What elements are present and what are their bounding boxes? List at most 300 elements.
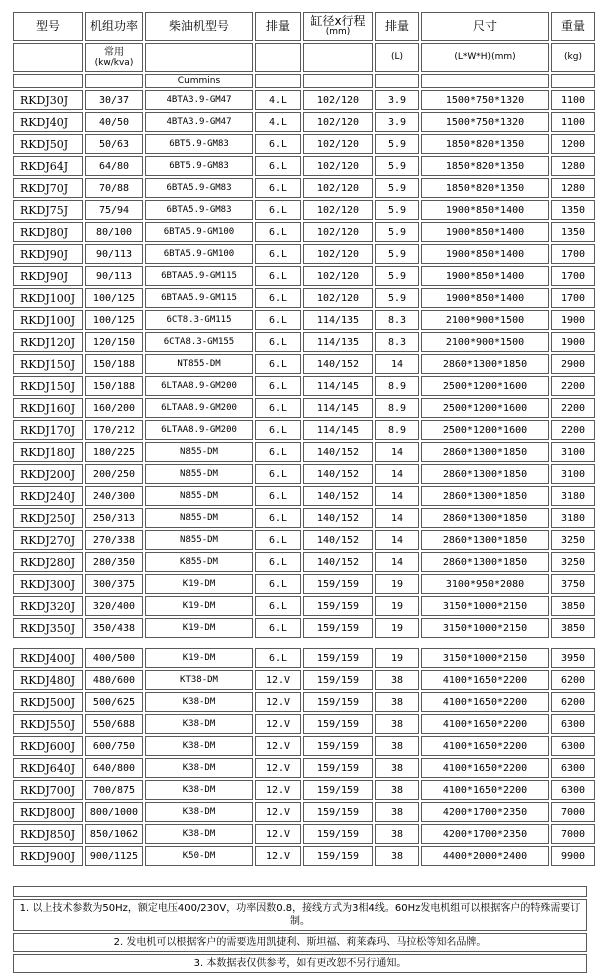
subheader-power-unit: (kw/kva) [94,57,134,68]
cell-engine: K38-DM [145,736,253,756]
cell-bore-stroke: 159/159 [303,714,373,734]
cell-weight: 3100 [551,464,595,484]
cell-model: RKDJ640J [13,758,83,778]
cell-power: 120/150 [85,332,143,352]
note-2: 2. 发电机可以根据客户的需要选用凯捷利、斯坦福、莉莱森玛、马拉松等知名品牌。 [13,933,587,952]
cell-displacement: 12.V [255,736,301,756]
table-row [13,376,595,396]
cell-engine: 4BTA3.9-GM47 [145,90,253,110]
cell-bore-stroke: 102/120 [303,266,373,286]
cell-displacement: 6.L [255,222,301,242]
table-row [13,288,595,308]
cell-power: 350/438 [85,618,143,638]
cell-displacement: 12.V [255,802,301,822]
cell-power: 900/1125 [85,846,143,866]
cell-capacity: 3.9 [375,112,419,132]
cell-capacity: 5.9 [375,266,419,286]
cell-capacity: 5.9 [375,178,419,198]
cell-size: 2860*1300*1850 [421,530,549,550]
header-displacement: 排量 [255,12,301,41]
cell-displacement: 4.L [255,90,301,110]
cell-power: 800/1000 [85,802,143,822]
cell-size: 2860*1300*1850 [421,354,549,374]
table-row [13,244,595,264]
cell-power: 160/200 [85,398,143,418]
cell-power: 850/1062 [85,824,143,844]
cell-weight: 7000 [551,802,595,822]
cell-model: RKDJ160J [13,398,83,418]
cell-model: RKDJ64J [13,156,83,176]
cell-capacity: 38 [375,824,419,844]
cell-capacity: 8.3 [375,310,419,330]
cell-bore-stroke: 140/152 [303,486,373,506]
cell-capacity: 14 [375,486,419,506]
cell-engine: 6LTAA8.9-GM200 [145,376,253,396]
cell-size: 2860*1300*1850 [421,508,549,528]
cell-power: 90/113 [85,266,143,286]
cell-power: 300/375 [85,574,143,594]
cell-displacement: 6.L [255,134,301,154]
table-row [13,112,595,132]
cell-size: 4400*2000*2400 [421,846,549,866]
cell-size: 2860*1300*1850 [421,442,549,462]
cell-model: RKDJ250J [13,508,83,528]
cell-size: 1500*750*1320 [421,112,549,132]
cell-weight: 3250 [551,530,595,550]
header-row [13,12,595,41]
table-row [13,552,595,572]
cell-capacity: 19 [375,648,419,668]
cell-weight: 6300 [551,714,595,734]
cell-weight: 9900 [551,846,595,866]
cell-model: RKDJ300J [13,574,83,594]
cell-capacity: 19 [375,574,419,594]
cell-bore-stroke: 114/145 [303,376,373,396]
cell-model: RKDJ600J [13,736,83,756]
table-row [13,200,595,220]
cell-bore-stroke: 159/159 [303,648,373,668]
table-row [13,714,595,734]
cell-model: RKDJ550J [13,714,83,734]
cell-engine: 6LTAA8.9-GM200 [145,398,253,418]
cell-model: RKDJ700J [13,780,83,800]
cell-power: 400/500 [85,648,143,668]
subheader-row [13,43,595,72]
cell-capacity: 38 [375,736,419,756]
cell-bore-stroke: 102/120 [303,112,373,132]
cell-engine: 6BT5.9-GM83 [145,156,253,176]
cell-displacement: 6.L [255,618,301,638]
cell-size: 2500*1200*1600 [421,420,549,440]
table-row [13,90,595,110]
cell-engine: 6BTAA5.9-GM115 [145,266,253,286]
cell-displacement: 12.V [255,780,301,800]
header-size: 尺寸 [421,12,549,41]
cell-displacement: 6.L [255,376,301,396]
cell-power: 550/688 [85,714,143,734]
cell-size: 2860*1300*1850 [421,486,549,506]
cell-engine: K38-DM [145,758,253,778]
cell-engine: K19-DM [145,596,253,616]
cell-capacity: 14 [375,464,419,484]
cell-power: 100/125 [85,288,143,308]
table-row [13,574,595,594]
cell-bore-stroke: 140/152 [303,464,373,484]
cell-engine: N855-DM [145,508,253,528]
cell-bore-stroke: 159/159 [303,574,373,594]
cell-engine: K38-DM [145,714,253,734]
cell-size: 1500*750*1320 [421,90,549,110]
cell-bore-stroke: 159/159 [303,824,373,844]
cell-displacement: 6.L [255,332,301,352]
header-capacity: 排量 [375,12,419,41]
cell-weight: 2200 [551,376,595,396]
cell-power: 700/875 [85,780,143,800]
cell-model: RKDJ850J [13,824,83,844]
cell-weight: 1700 [551,288,595,308]
cell-power: 150/188 [85,354,143,374]
cell-displacement: 6.L [255,442,301,462]
cell-model: RKDJ800J [13,802,83,822]
cell-engine: 6BTA5.9-GM83 [145,178,253,198]
cell-displacement: 6.L [255,596,301,616]
cell-engine: K38-DM [145,824,253,844]
cell-size: 2860*1300*1850 [421,464,549,484]
cell-capacity: 8.9 [375,376,419,396]
cell-bore-stroke: 102/120 [303,200,373,220]
brand-empty-6 [421,74,549,88]
cell-capacity: 38 [375,758,419,778]
subheader-engine-empty [145,43,253,72]
cell-engine: 6BTA5.9-GM100 [145,244,253,264]
cell-model: RKDJ200J [13,464,83,484]
cell-weight: 3850 [551,596,595,616]
cell-displacement: 6.L [255,266,301,286]
cell-bore-stroke: 114/145 [303,420,373,440]
cell-bore-stroke: 159/159 [303,670,373,690]
cell-size: 4100*1650*2200 [421,736,549,756]
table-row [13,156,595,176]
cell-engine: KT38-DM [145,670,253,690]
cell-weight: 3950 [551,648,595,668]
cell-capacity: 8.9 [375,420,419,440]
brand-row [13,74,595,88]
cell-weight: 3250 [551,552,595,572]
cell-engine: N855-DM [145,442,253,462]
cell-engine: 6CT8.3-GM115 [145,310,253,330]
cell-displacement: 6.L [255,398,301,418]
header-bore-stroke-unit: (mm) [325,26,351,37]
subheader-power [85,43,143,72]
header-bore-stroke-label: 缸径x行程 [310,13,366,28]
cell-weight: 1280 [551,178,595,198]
cell-capacity: 14 [375,508,419,528]
cell-bore-stroke: 159/159 [303,692,373,712]
cell-weight: 3180 [551,486,595,506]
cell-size: 4100*1650*2200 [421,670,549,690]
cell-capacity: 38 [375,714,419,734]
cell-capacity: 19 [375,596,419,616]
cell-model: RKDJ75J [13,200,83,220]
cell-displacement: 6.L [255,156,301,176]
cell-size: 1900*850*1400 [421,244,549,264]
cell-displacement: 6.L [255,464,301,484]
cell-displacement: 6.L [255,508,301,528]
cell-size: 2100*900*1500 [421,310,549,330]
cell-bore-stroke: 159/159 [303,758,373,778]
cell-displacement: 12.V [255,824,301,844]
brand-empty-4 [303,74,373,88]
cell-power: 600/750 [85,736,143,756]
cell-engine: 6LTAA8.9-GM200 [145,420,253,440]
header-power: 机组功率 [85,12,143,41]
cell-power: 50/63 [85,134,143,154]
cell-power: 480/600 [85,670,143,690]
cell-weight: 1350 [551,222,595,242]
cell-size: 4100*1650*2200 [421,714,549,734]
cell-engine: N855-DM [145,486,253,506]
cell-power: 30/37 [85,90,143,110]
cell-weight: 6200 [551,692,595,712]
cell-power: 500/625 [85,692,143,712]
brand-empty-5 [375,74,419,88]
brand-name: Cummins [145,74,253,88]
cell-size: 2100*900*1500 [421,332,549,352]
table-row [13,442,595,462]
table-row [13,354,595,374]
cell-power: 250/313 [85,508,143,528]
header-weight: 重量 [551,12,595,41]
table-row [13,222,595,242]
spec-table [11,10,597,640]
cell-bore-stroke: 102/120 [303,178,373,198]
notes-spacer [13,886,587,897]
cell-size: 4100*1650*2200 [421,758,549,778]
cell-power: 64/80 [85,156,143,176]
subheader-displacement-empty [255,43,301,72]
cell-model: RKDJ100J [13,288,83,308]
brand-empty-2 [85,74,143,88]
cell-displacement: 6.L [255,486,301,506]
cell-displacement: 6.L [255,530,301,550]
cell-size: 2860*1300*1850 [421,552,549,572]
cell-power: 40/50 [85,112,143,132]
cell-bore-stroke: 159/159 [303,736,373,756]
cell-engine: NT855-DM [145,354,253,374]
cell-capacity: 3.9 [375,90,419,110]
cell-capacity: 8.3 [375,332,419,352]
cell-power: 180/225 [85,442,143,462]
cell-displacement: 6.L [255,244,301,264]
table-row [13,398,595,418]
cell-weight: 2200 [551,398,595,418]
cell-bore-stroke: 140/152 [303,442,373,462]
cell-weight: 1350 [551,200,595,220]
cell-model: RKDJ900J [13,846,83,866]
cell-model: RKDJ80J [13,222,83,242]
table-row [13,824,595,844]
table-row [13,596,595,616]
cell-size: 1850*820*1350 [421,178,549,198]
cell-power: 280/350 [85,552,143,572]
cell-size: 4100*1650*2200 [421,692,549,712]
cell-power: 150/188 [85,376,143,396]
cell-displacement: 12.V [255,692,301,712]
cell-bore-stroke: 140/152 [303,508,373,528]
cell-capacity: 14 [375,552,419,572]
cell-bore-stroke: 102/120 [303,244,373,264]
cell-engine: K19-DM [145,618,253,638]
cell-size: 1900*850*1400 [421,200,549,220]
subheader-weight-unit: (kg) [551,43,595,72]
cell-capacity: 8.9 [375,398,419,418]
cell-size: 4200*1700*2350 [421,802,549,822]
cell-capacity: 14 [375,530,419,550]
cell-model: RKDJ90J [13,266,83,286]
table-row [13,846,595,866]
cell-model: RKDJ150J [13,376,83,396]
cell-size: 1850*820*1350 [421,134,549,154]
cell-bore-stroke: 102/120 [303,222,373,242]
cell-model: RKDJ170J [13,420,83,440]
cell-bore-stroke: 102/120 [303,156,373,176]
cell-engine: K38-DM [145,780,253,800]
cell-displacement: 6.L [255,354,301,374]
cell-capacity: 5.9 [375,134,419,154]
cell-model: RKDJ50J [13,134,83,154]
cell-size: 1900*850*1400 [421,222,549,242]
table-row [13,802,595,822]
cell-engine: 6BTA5.9-GM83 [145,200,253,220]
cell-displacement: 4.L [255,112,301,132]
cell-size: 1900*850*1400 [421,288,549,308]
table-row [13,758,595,778]
cell-engine: 6BT5.9-GM83 [145,134,253,154]
cell-displacement: 6.L [255,200,301,220]
cell-capacity: 38 [375,692,419,712]
cell-model: RKDJ40J [13,112,83,132]
cell-displacement: 6.L [255,648,301,668]
cell-model: RKDJ90J [13,244,83,264]
cell-displacement: 6.L [255,310,301,330]
cell-engine: 6BTA5.9-GM100 [145,222,253,242]
cell-bore-stroke: 114/135 [303,332,373,352]
cell-weight: 6200 [551,670,595,690]
table-row [13,508,595,528]
cell-size: 4200*1700*2350 [421,824,549,844]
cell-size: 3150*1000*2150 [421,618,549,638]
cell-model: RKDJ100J [13,310,83,330]
cell-displacement: 6.L [255,420,301,440]
cell-power: 170/212 [85,420,143,440]
subheader-size-unit: (L*W*H)(mm) [421,43,549,72]
table-row [13,736,595,756]
cell-power: 80/100 [85,222,143,242]
table-row [13,266,595,286]
table-row [13,464,595,484]
cell-weight: 2900 [551,354,595,374]
cell-model: RKDJ30J [13,90,83,110]
cell-capacity: 38 [375,846,419,866]
cell-capacity: 38 [375,802,419,822]
cell-model: RKDJ350J [13,618,83,638]
cell-power: 320/400 [85,596,143,616]
cell-engine: K38-DM [145,802,253,822]
cell-displacement: 12.V [255,846,301,866]
cell-bore-stroke: 102/120 [303,288,373,308]
cell-bore-stroke: 140/152 [303,354,373,374]
cell-engine: 6CTA8.3-GM155 [145,332,253,352]
cell-model: RKDJ150J [13,354,83,374]
cell-power: 75/94 [85,200,143,220]
cell-engine: N855-DM [145,530,253,550]
brand-empty-7 [551,74,595,88]
cell-weight: 3180 [551,508,595,528]
cell-capacity: 5.9 [375,200,419,220]
cell-bore-stroke: 114/135 [303,310,373,330]
subheader-bore-empty [303,43,373,72]
cell-size: 3150*1000*2150 [421,648,549,668]
table-row [13,780,595,800]
cell-size: 3100*950*2080 [421,574,549,594]
subheader-capacity-unit: (L) [375,43,419,72]
cell-model: RKDJ120J [13,332,83,352]
table-row [13,486,595,506]
table-row [13,618,595,638]
subheader-model-empty [13,43,83,72]
cell-power: 640/800 [85,758,143,778]
cell-bore-stroke: 102/120 [303,134,373,154]
cell-weight: 6300 [551,780,595,800]
table-row [13,648,595,668]
cell-bore-stroke: 159/159 [303,802,373,822]
cell-bore-stroke: 140/152 [303,530,373,550]
cell-displacement: 6.L [255,552,301,572]
cell-capacity: 19 [375,618,419,638]
cell-displacement: 6.L [255,574,301,594]
cell-capacity: 14 [375,354,419,374]
cell-power: 90/113 [85,244,143,264]
table-row [13,332,595,352]
cell-power: 270/338 [85,530,143,550]
cell-weight: 1100 [551,90,595,110]
cell-engine: K50-DM [145,846,253,866]
cell-model: RKDJ70J [13,178,83,198]
table-row [13,670,595,690]
cell-bore-stroke: 114/145 [303,398,373,418]
cell-displacement: 12.V [255,670,301,690]
cell-bore-stroke: 159/159 [303,596,373,616]
cell-engine: K855-DM [145,552,253,572]
cell-capacity: 14 [375,442,419,462]
header-engine: 柴油机型号 [145,12,253,41]
subheader-power-mode: 常用 [104,46,124,58]
cell-bore-stroke: 102/120 [303,90,373,110]
cell-capacity: 5.9 [375,156,419,176]
cell-weight: 7000 [551,824,595,844]
cell-capacity: 5.9 [375,288,419,308]
cell-model: RKDJ240J [13,486,83,506]
cell-engine: N855-DM [145,464,253,484]
cell-capacity: 38 [375,670,419,690]
cell-size: 4100*1650*2200 [421,780,549,800]
cell-bore-stroke: 159/159 [303,780,373,800]
cell-bore-stroke: 159/159 [303,846,373,866]
cell-size: 1900*850*1400 [421,266,549,286]
cell-engine: 4BTA3.9-GM47 [145,112,253,132]
header-bore-stroke [303,12,373,41]
table-row [13,134,595,154]
